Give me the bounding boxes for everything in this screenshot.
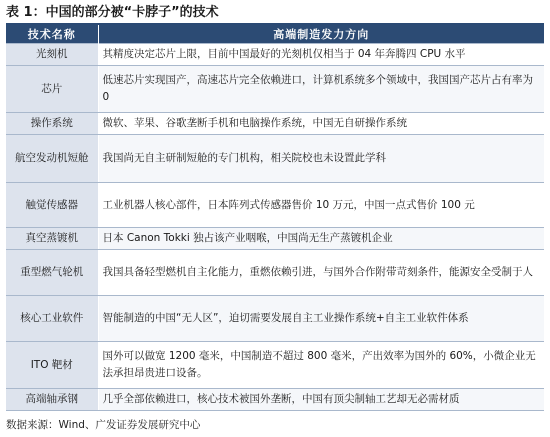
row-tech-name: 触觉传感器: [6, 183, 98, 228]
row-description: 日本 Canon Tokki 独占该产业咽喉，中国尚无生产蒸镀机企业: [98, 228, 544, 250]
row-tech-name: 芯片: [6, 66, 98, 113]
row-tech-name: 真空蒸镀机: [6, 228, 98, 250]
row-tech-name: 操作系统: [6, 113, 98, 135]
table-row: [6, 228, 544, 250]
table-row: [6, 183, 544, 228]
row-description: 几乎全部依赖进口，核心技术被国外垄断，中国有顶尖制轴工艺却无必需材质: [98, 389, 544, 411]
row-description: 其精度决定芯片上限，目前中国最好的光刻机仅相当于 04 年奔腾四 CPU 水平: [98, 44, 544, 66]
row-description: 国外可以做宽 1200 毫米，中国制造不超过 800 毫米，产出效率为国外的 60%，小微企业无法承担昂贵进口设备。: [98, 342, 544, 389]
table-row: [6, 44, 544, 66]
table-caption: 表 1：中国的部分被“卡脖子”的技术: [6, 5, 219, 20]
row-description: 我国尚无自主研制短舱的专门机构，相关院校也未设置此学科: [98, 135, 544, 183]
row-description: 微软、苹果、谷歌垄断手机和电脑操作系统，中国无自研操作系统: [98, 113, 544, 135]
row-description: 工业机器人核心部件，日本阵列式传感器售价 10 万元，中国一点式售价 100 元: [98, 183, 544, 228]
row-tech-name: 重型燃气轮机: [6, 250, 98, 296]
header-direction: 高端制造发力方向: [98, 25, 544, 44]
table-row: [6, 66, 544, 113]
row-tech-name: 航空发动机短舱: [6, 135, 98, 183]
row-tech-name: 高端轴承钢: [6, 389, 98, 411]
table-row: [6, 113, 544, 135]
table-header-row: [6, 25, 544, 44]
header-tech-name: 技术名称: [6, 25, 98, 44]
row-tech-name: 核心工业软件: [6, 296, 98, 342]
table-row: [6, 296, 544, 342]
table-row: [6, 342, 544, 389]
table-row: [6, 135, 544, 183]
row-description: 智能制造的中国“无人区”，迫切需要发展自主工业操作系统+自主工业软件体系: [98, 296, 544, 342]
row-description: 我国具备轻型燃机自主化能力，重燃依赖引进，与国外合作附带苛刻条件，能源安全受制于人: [98, 250, 544, 296]
table-row: [6, 250, 544, 296]
row-description: 低速芯片实现国产，高速芯片完全依赖进口，计算机系统多个领域中，我国国产芯片占有率为 0: [98, 66, 544, 113]
technology-table: [6, 25, 544, 411]
data-source-note: 数据来源：Wind、广发证券发展研究中心: [6, 419, 201, 431]
table-row: [6, 389, 544, 411]
row-tech-name: 光刻机: [6, 44, 98, 66]
row-tech-name: ITO 靶材: [6, 342, 98, 389]
